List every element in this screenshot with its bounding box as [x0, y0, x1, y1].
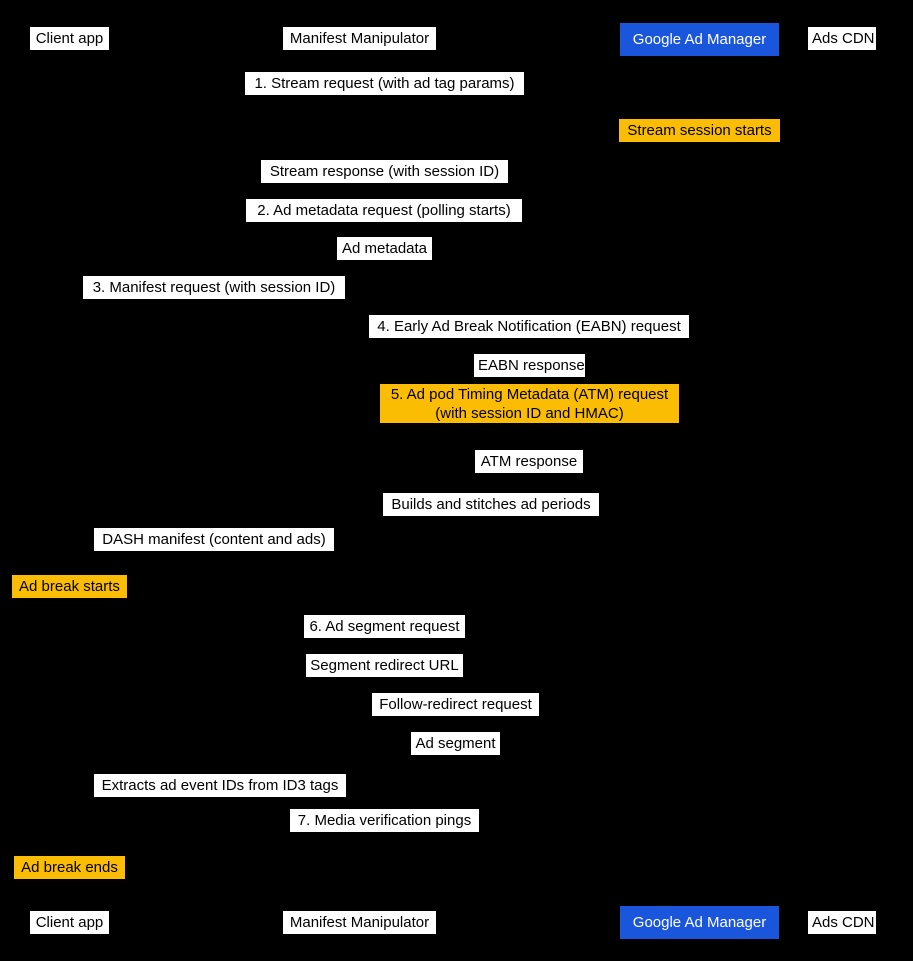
message-label-2: Stream session starts — [619, 119, 780, 142]
message-label-13: Ad break starts — [12, 575, 127, 598]
message-label-5: Ad metadata — [337, 237, 432, 260]
lifeline-header-3: Google Ad Manager — [620, 23, 779, 56]
message-label-10: ATM response — [475, 450, 583, 473]
lifeline-footer-4: Ads CDN — [808, 911, 876, 934]
message-label-12: DASH manifest (content and ads) — [94, 528, 334, 551]
message-label-8: EABN response — [474, 354, 585, 377]
message-label-19: 7. Media verification pings — [290, 809, 479, 832]
message-label-16: Follow-redirect request — [372, 693, 539, 716]
message-label-15: Segment redirect URL — [306, 654, 463, 677]
message-label-9: 5. Ad pod Timing Metadata (ATM) request (with session ID and HMAC) — [380, 384, 679, 423]
message-label-11: Builds and stitches ad periods — [383, 493, 599, 516]
lifeline-header-4: Ads CDN — [808, 27, 876, 50]
message-label-7: 4. Early Ad Break Notification (EABN) request — [369, 315, 689, 338]
message-label-20: Ad break ends — [14, 856, 125, 879]
lifeline-footer-2: Manifest Manipulator — [283, 911, 436, 934]
message-label-6: 3. Manifest request (with session ID) — [83, 276, 345, 299]
message-label-3: Stream response (with session ID) — [261, 160, 508, 183]
message-label-14: 6. Ad segment request — [304, 615, 465, 638]
lifeline-footer-3: Google Ad Manager — [620, 906, 779, 939]
message-label-4: 2. Ad metadata request (polling starts) — [246, 199, 522, 222]
message-label-1: 1. Stream request (with ad tag params) — [245, 72, 524, 95]
message-label-17: Ad segment — [411, 732, 500, 755]
lifeline-header-1: Client app — [30, 27, 109, 50]
message-label-18: Extracts ad event IDs from ID3 tags — [94, 774, 346, 797]
lifeline-footer-1: Client app — [30, 911, 109, 934]
lifeline-header-2: Manifest Manipulator — [283, 27, 436, 50]
